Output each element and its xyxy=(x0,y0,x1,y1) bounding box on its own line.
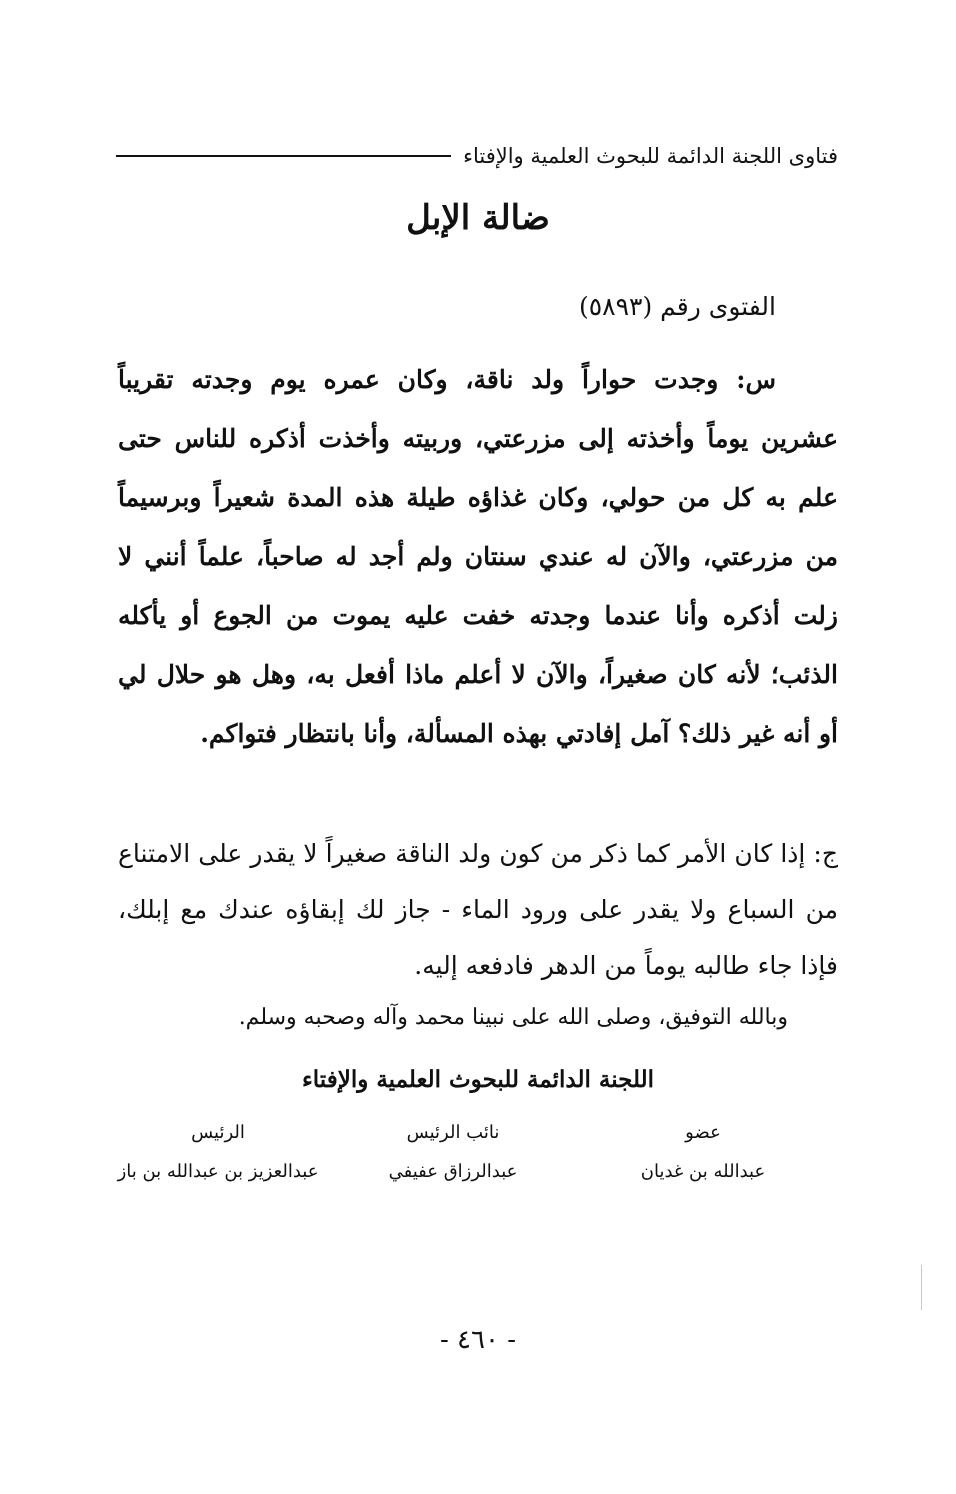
scan-edge-mark xyxy=(921,1265,922,1310)
running-header-title: فتاوى اللجنة الدائمة للبحوث العلمية والإفتاء xyxy=(463,144,838,168)
question-text: س: وجدت حواراً ولد ناقة، وكان عمره يوم وجدته تقريباً عشرين يوماً وأخذته إلى مزرعتي، وربيته وأخذت أذكره للناس حتى علم به كل من حولي، وكان غذاؤه طيلة هذه المدة شعيراً وبرسيماً من مزرعتي، والآن له عندي سنتان ولم أجد له صاحباً، علماً أنني لا زلت أذكره وأنا عندما وجدته خفت عليه يموت من الجوع أو يأكله الذئب؛ لأنه كان صغيراً، والآن لا أعلم ماذا أفعل به، وهل هو حلال لي أو أنه غير ذلك؟ آمل إفادتي بهذه المسألة، وأنا بانتظار فتواكم. xyxy=(118,365,838,748)
fatwa-number: الفتوى رقم (٥٨٩٣) xyxy=(578,292,776,321)
signatory-name: عبدالعزيز بن عبدالله بن باز xyxy=(117,1161,319,1182)
section-title: ضالة الإبل xyxy=(406,198,550,238)
answer-paragraph: ج: إذا كان الأمر كما ذكر من كون ولد الناقة صغيراً لا يقدر على الامتناع من السباع ولا يقدر على ورود الماء - جاز لك إبقاؤه عندك مع إبلك، فإذا جاء طالبه يوماً من الدهر فادفعه إليه. xyxy=(118,839,838,980)
page-number: - ٤٦٠ - xyxy=(439,1325,517,1355)
signatory-role: نائب الرئيس xyxy=(406,1122,500,1143)
question-paragraph xyxy=(118,350,838,763)
signatories xyxy=(117,1122,778,1202)
running-header xyxy=(116,140,838,172)
signatory-chair xyxy=(108,1122,328,1182)
signatory-member xyxy=(628,1122,778,1182)
signatory-name: عبدالله بن غديان xyxy=(640,1161,766,1182)
signatory-vice-chair xyxy=(358,1122,548,1182)
signatory-role: الرئيس xyxy=(191,1122,245,1143)
committee-name: اللجنة الدائمة للبحوث العلمية والإفتاء xyxy=(301,1066,655,1093)
closing-line: وبالله التوفيق، وصلى الله على نبينا محمد وآله وصحبه وسلم. xyxy=(238,1005,788,1030)
signatory-role: عضو xyxy=(685,1122,721,1143)
signatory-name: عبدالرزاق عفيفي xyxy=(388,1161,518,1182)
header-rule xyxy=(116,155,451,157)
